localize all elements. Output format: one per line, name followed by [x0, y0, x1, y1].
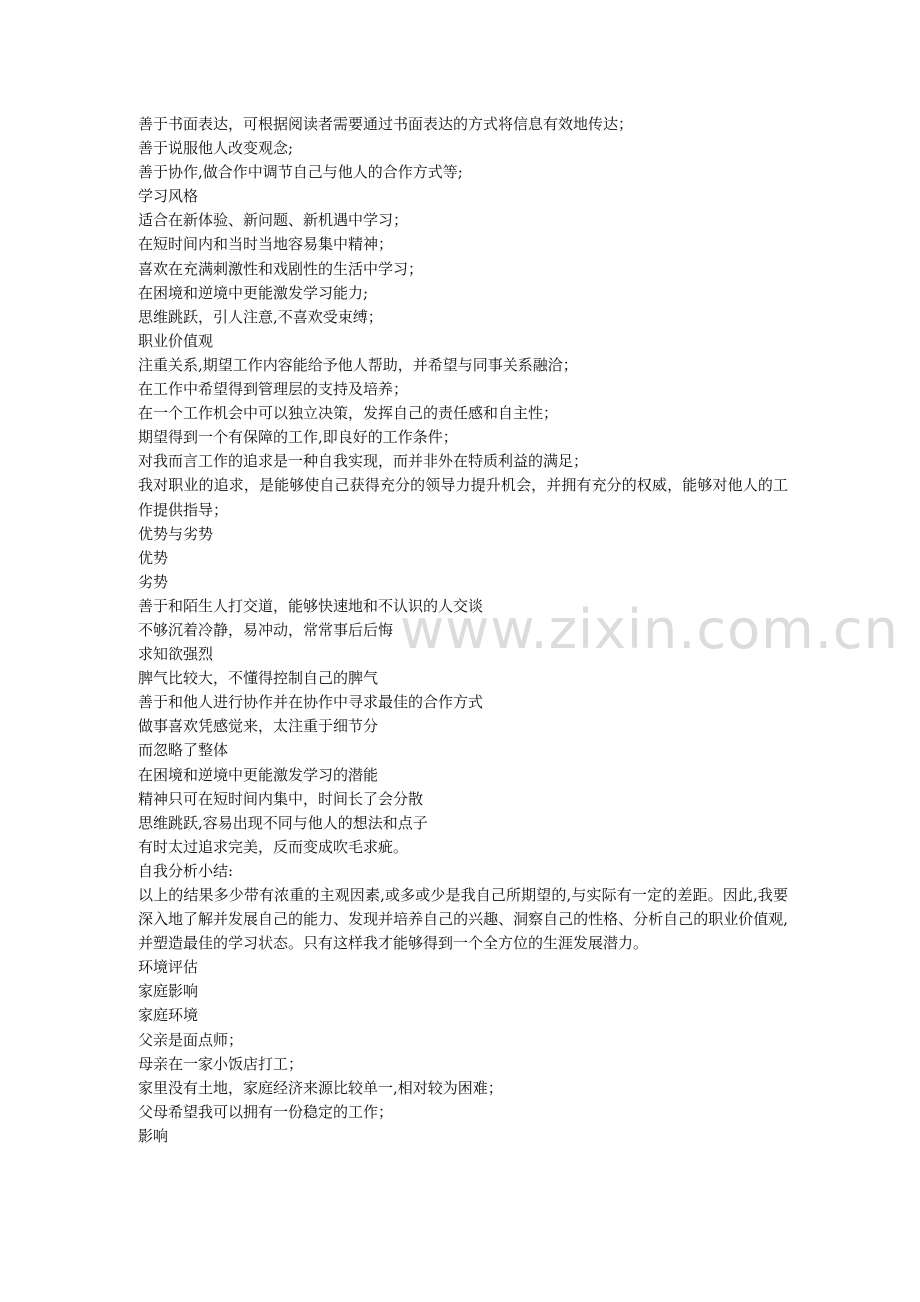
text-line: 善于书面表达，可根据阅读者需要通过书面表达的方式将信息有效地传达； [138, 115, 634, 133]
text-line: 对我而言工作的追求是一种自我实现，而并非外在特质利益的满足； [138, 452, 589, 471]
text-line: 精神只可在短时间内集中，时间长了会分散 [138, 789, 424, 808]
text-line: 做事喜欢凭感觉来，太注重于细节分 [138, 717, 379, 736]
text-line: 母亲在一家小饭店打工； [138, 1054, 304, 1073]
text-line: 父亲是面点师； [138, 1030, 244, 1049]
document-body [138, 112, 788, 1148]
text-line: 在一个工作机会中可以独立决策，发挥自己的责任感和自主性； [138, 404, 559, 423]
text-line: 注重关系,期望工作内容能给予他人帮助，并希望与同事关系融洽； [138, 355, 578, 374]
text-line: 有时太过追求完美，反而变成吹毛求疵。 [138, 837, 409, 856]
section-heading-strengths-weaknesses: 优势与劣势 [138, 524, 214, 543]
text-line: 适合在新体验、新问题、新机遇中学习； [138, 211, 409, 230]
text-line: 家里没有土地，家庭经济来源比较单一,相对较为困难； [138, 1078, 503, 1097]
text-line: 在短时间内和当时当地容易集中精神； [138, 235, 394, 254]
text-line: 在困境和逆境中更能激发学习能力; [138, 283, 369, 302]
text-line: 喜欢在充满刺激性和戏剧性的生活中学习； [138, 259, 424, 278]
summary-paragraph: 以上的结果多少带有浓重的主观因素,或多或少是我自己所期望的,与实际有一定的差距。因此,我要深入地了解并发展自己的能力、发现并培养自己的兴趣、洞察自己的性格、分析自己的职业价值观,并塑造最佳的学习状态。只有这样我才能够得到一个全方位的生涯发展潜力。 [138, 886, 788, 953]
text-line: 善于说服他人改变观念; [138, 139, 294, 158]
subheading-weaknesses: 劣势 [138, 572, 169, 591]
text-line: 善于和陌生人打交道，能够快速地和不认识的人交谈 [138, 596, 484, 615]
text-line: 善于协作,做合作中调节自己与他人的合作方式等; [138, 163, 463, 182]
text-line: 不够沉着冷静，易冲动，常常事后后悔 [138, 620, 394, 639]
watermark: www.zixin.com.cn [400, 598, 899, 661]
subheading-family-influence: 家庭影响 [138, 982, 199, 1001]
text-line: 在工作中希望得到管理层的支持及培养； [138, 380, 409, 399]
text-line: 求知欲强烈 [138, 645, 214, 664]
section-heading-learning-style: 学习风格 [138, 187, 199, 206]
section-heading-environment-assessment: 环境评估 [138, 958, 199, 977]
text-line: 思维跳跃，引人注意,不喜欢受束缚； [138, 307, 383, 326]
subheading-strengths: 优势 [138, 548, 169, 567]
subheading-influence: 影响 [138, 1126, 169, 1145]
career-pursuit-paragraph: 我对职业的追求，是能够使自己获得充分的领导力提升机会，并拥有充分的权威，能够对他人的工作提供指导； [138, 476, 788, 519]
text-line: 在困境和逆境中更能激发学习的潜能 [138, 765, 379, 784]
section-heading-self-analysis-summary: 自我分析小结: [138, 861, 234, 880]
text-line: 期望得到一个有保障的工作,即良好的工作条件； [138, 428, 458, 447]
text-line: 父母希望我可以拥有一份稳定的工作； [138, 1102, 394, 1121]
section-heading-career-values: 职业价值观 [138, 331, 214, 350]
text-line: 而忽略了整体 [138, 741, 229, 760]
text-line: 思维跳跃,容易出现不同与他人的想法和点子 [138, 813, 428, 832]
subheading-family-environment: 家庭环境 [138, 1006, 199, 1025]
text-line: 脾气比较大，不懂得控制自己的脾气 [138, 669, 379, 688]
text-line: 善于和他人进行协作并在协作中寻求最佳的合作方式 [138, 693, 484, 712]
